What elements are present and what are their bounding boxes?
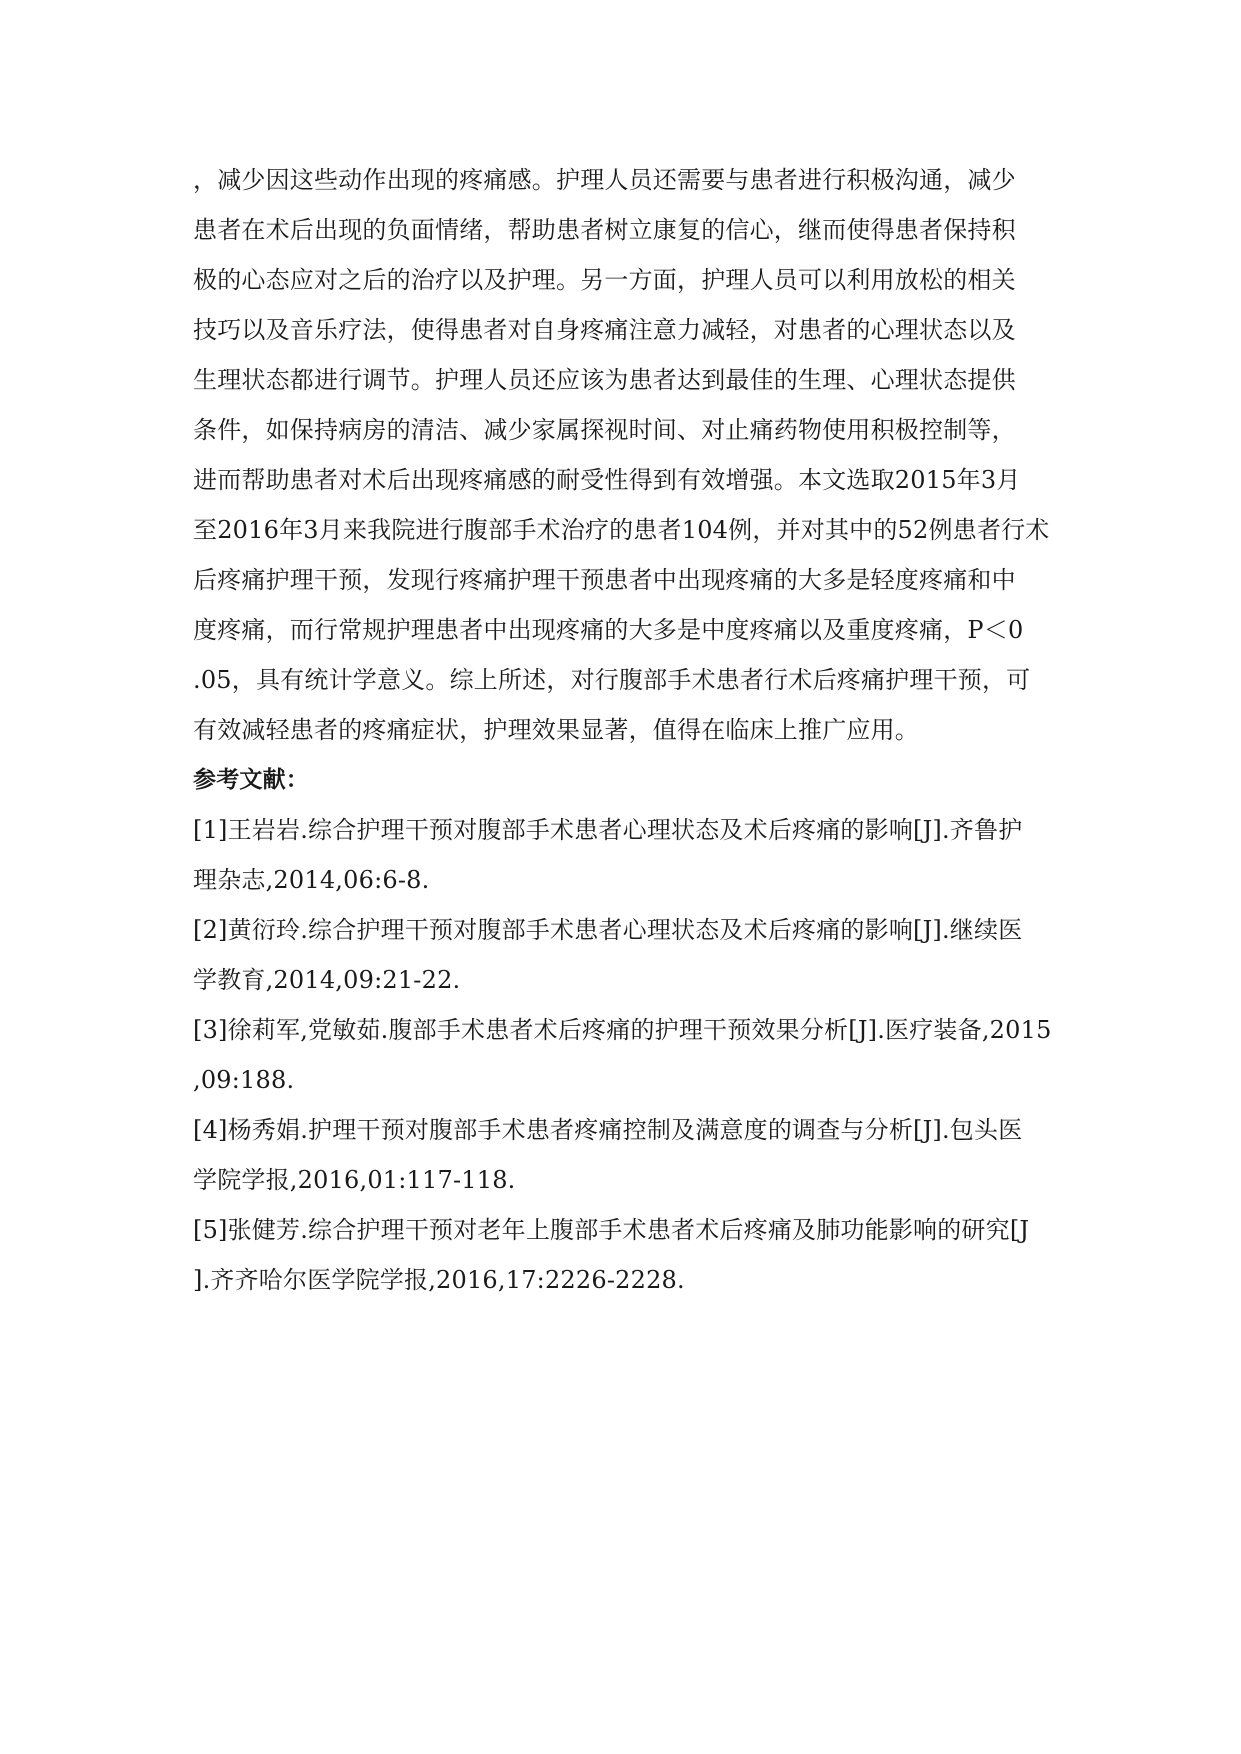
reference-line: ,09:188. xyxy=(193,1066,295,1094)
body-line: 生理状态都进行调节。护理人员还应该为患者达到最佳的生理、心理状态提供 xyxy=(193,366,1016,394)
body-line: 技巧以及音乐疗法，使得患者对自身疼痛注意力减轻，对患者的心理状态以及 xyxy=(193,316,1016,344)
body-line: 极的心态应对之后的治疗以及护理。另一方面，护理人员可以利用放松的相关 xyxy=(193,266,1016,294)
body-text xyxy=(193,155,1053,755)
reference-line: 理杂志,2014,06:6-8. xyxy=(193,866,430,894)
reference-line: [1]王岩岩.综合护理干预对腹部手术患者心理状态及术后疼痛的影响[J].齐鲁护 xyxy=(193,816,1023,844)
body-line: 至2016年3月来我院进行腹部手术治疗的患者104例，并对其中的52例患者行术 xyxy=(193,516,1050,544)
reference-line: [5]张健芳.综合护理干预对老年上腹部手术患者术后疼痛及肺功能影响的研究[J xyxy=(193,1216,1030,1244)
reference-line: 学院学报,2016,01:117-118. xyxy=(193,1166,516,1194)
reference-line: [2]黄衍玲.综合护理干预对腹部手术患者心理状态及术后疼痛的影响[J].继续医 xyxy=(193,916,1023,944)
reference-line: ].齐齐哈尔医学院学报,2016,17:2226-2228. xyxy=(193,1266,685,1294)
reference-line: [3]徐莉军,党敏茹.腹部手术患者术后疼痛的护理干预效果分析[J].医疗装备,2015 xyxy=(193,1016,1052,1044)
body-line: 进而帮助患者对术后出现疼痛感的耐受性得到有效增强。本文选取2015年3月 xyxy=(193,466,1021,494)
reference-line: [4]杨秀娟.护理干预对腹部手术患者疼痛控制及满意度的调查与分析[J].包头医 xyxy=(193,1116,1023,1144)
body-line: 患者在术后出现的负面情绪，帮助患者树立康复的信心，继而使得患者保持积 xyxy=(193,216,1016,244)
reference-line: 学教育,2014,09:21-22. xyxy=(193,966,461,994)
body-line: ，减少因这些动作出现的疼痛感。护理人员还需要与患者进行积极沟通，减少 xyxy=(193,166,1016,194)
body-line: 条件，如保持病房的清洁、减少家属探视时间、对止痛药物使用积极控制等， xyxy=(193,416,1016,444)
body-line: 后疼痛护理干预，发现行疼痛护理干预患者中出现疼痛的大多是轻度疼痛和中 xyxy=(193,566,1016,594)
references-heading: 参考文献： xyxy=(193,767,309,793)
body-line: 度疼痛，而行常规护理患者中出现疼痛的大多是中度疼痛以及重度疼痛，P＜0 xyxy=(193,616,1024,644)
document-content xyxy=(193,155,1053,1305)
reference-list xyxy=(193,805,1053,1305)
body-line: .05，具有统计学意义。综上所述，对行腹部手术患者行术后疼痛护理干预，可 xyxy=(193,666,1031,694)
body-line: 有效减轻患者的疼痛症状，护理效果显著，值得在临床上推广应用。 xyxy=(193,716,919,744)
